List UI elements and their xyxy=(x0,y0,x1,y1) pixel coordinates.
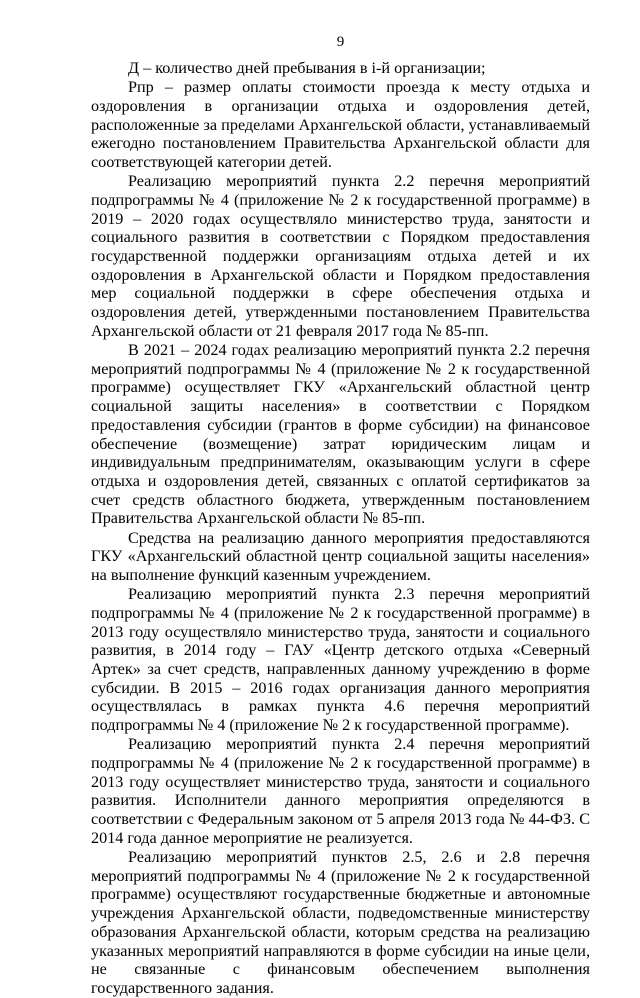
paragraph: Средства на реализацию данного мероприятия предоставляются ГКУ «Архангельский областной центр социальной защиты населения» на выполнение функций казенным учреждением. xyxy=(91,528,590,584)
paragraph: Д – количество дней пребывания в i-й организации; xyxy=(128,59,486,77)
page-number: 9 xyxy=(336,34,345,50)
paragraph: В 2021 – 2024 годах реализацию мероприятий пункта 2.2 перечня мероприятий подпрограммы № 4 (приложение № 2 к государственной программе) осуществляет ГКУ «Архангельский областной центр социальной защиты населения» в соответствии с Порядком предоставления субсидии (грантов в форме субсидии) на финансовое обеспечение (возмещение) затрат юридическим лицам и индивидуальным предпринимателям, оказывающим услуги в сфере отдыха и оздоровления детей, связанных с оплатой сертификатов за счет средств областного бюджета, утвержденным постановлением Правительства Архангельской области № 85-пп. xyxy=(91,341,590,528)
paragraph: Pпр – размер оплаты стоимости проезда к месту отдыха и оздоровления в организации отдыха и оздоровления детей, расположенные за пределами Архангельской области, устанавливаемый ежегодно постановлением Правительства Архангельской области для соответствующей категории детей. xyxy=(91,78,590,172)
paragraph: Реализацию мероприятий пункта 2.3 перечня мероприятий подпрограммы № 4 (приложение № 2 к государственной программе) в 2013 году осуществляло министерство труда, занятости и социального развития, в 2014 году – ГАУ «Центр детского отдыха «Северный Артек» за счет средств, направленных данному учреждению в форме субсидии. В 2015 – 2016 годах организация данного мероприятия осуществлялась в рамках пункта 4.6 перечня мероприятий подпрограммы № 4 (приложение № 2 к государственной программе). xyxy=(91,585,590,735)
paragraph: Реализацию мероприятий пункта 2.4 перечня мероприятий подпрограммы № 4 (приложение № 2 к государственной программе) в 2013 году осуществляет министерство труда, занятости и социального развития. Исполнители данного мероприятия определяются в соответствии с Федеральным законом от 5 апреля 2013 года № 44-ФЗ. С 2014 года данное мероприятие не реализуется. xyxy=(91,735,590,847)
paragraph: Реализацию мероприятий пункта 2.2 перечня мероприятий подпрограммы № 4 (приложение № 2 к государственной программе) в 2019 – 2020 годах осуществляло министерство труда, занятости и социального развития в соответствии с Порядком предоставления государственной поддержки организациям отдыха детей и их оздоровления в Архангельской области и Порядком предоставления мер социальной поддержки в сфере обеспечения отдыха и оздоровления детей, утвержденными постановлением Правительства Архангельской области от 21 февраля 2017 года № 85-пп. xyxy=(91,172,590,340)
paragraph: Реализацию мероприятий пунктов 2.5, 2.6 и 2.8 перечня мероприятий подпрограммы № 4 (приложение № 2 к государственной программе) осуществляют государственные бюджетные и автономные учреждения Архангельской области, подведомственные министерству образования Архангельской области, которым средства на реализацию указанных мероприятий направляются в форме субсидии на иные цели, не связанные с финансовым обеспечением выполнения государственного задания. xyxy=(91,848,590,997)
